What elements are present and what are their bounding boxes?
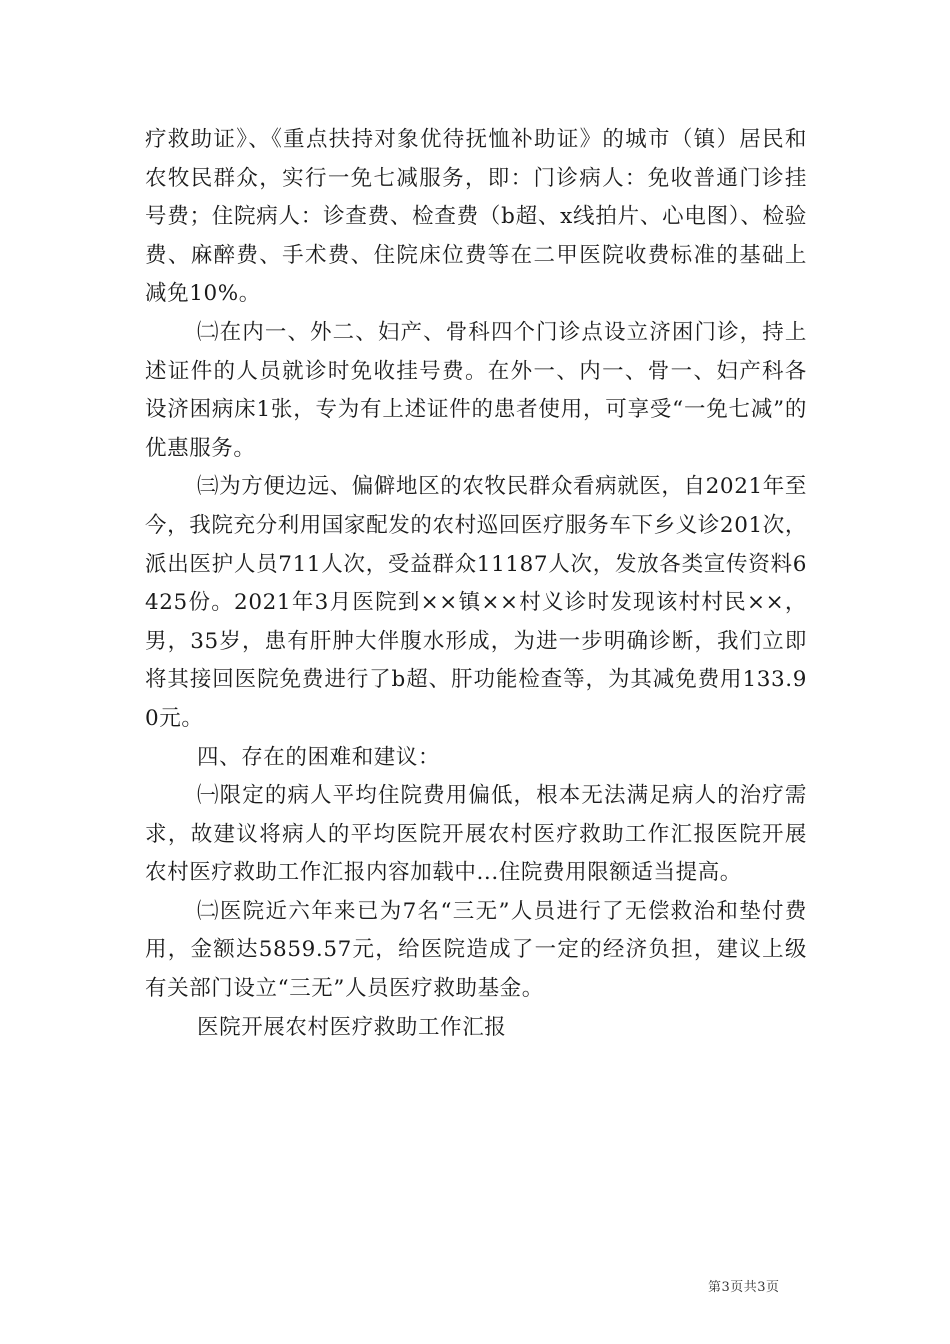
paragraph-suggestion-2: ㈡医院近六年来已为7名“三无”人员进行了无偿救治和垫付费用，金额达5859.57元，给医院造成了一定的经济负担，建议上级有关部门设立“三无”人员医疗救助基金。 <box>145 898 807 1002</box>
paragraph-item-3-rural-clinics: ㈢为方便边远、偏僻地区的农牧民群众看病就医，自2021年至今，我院充分利用国家配发的农村巡回医疗服务车下乡义诊201次，派出医护人员711人次，受益群众11187人次，发放各类宣传资料6425份。2021年3月医院到××镇××村义诊时发现该村村民××，男，35岁，患有肝肿大伴腹水形成，为进一步明确诊断，我们立即将其接回医院免费进行了b超、肝功能检查等，为其减免费用133.90元。 <box>145 474 807 731</box>
page-number-footer: 第3页共3页 <box>708 1280 780 1295</box>
paragraph-services-continued: 疗救助证》、《重点扶持对象优待抚恤补助证》的城市（镇）居民和农牧民群众，实行一免七减服务，即：门诊病人：免收普通门诊挂号费；住院病人：诊查费、检查费（b超、x线拍片、心电图）、检验费、麻醉费、手术费、住院床位费等在二甲医院收费标准的基础上减免10%。 <box>145 127 807 307</box>
document-closing-title: 医院开展农村医疗救助工作汇报 <box>197 1014 507 1040</box>
paragraph-item-2-clinics: ㈡在内一、外二、妇产、骨科四个门诊点设立济困门诊，持上述证件的人员就诊时免收挂号费。在外一、内一、骨一、妇产科各设济困病床1张，专为有上述证件的患者使用，可享受“一免七减”的优惠服务。 <box>145 319 807 461</box>
section-heading-difficulties: 四、存在的困难和建议： <box>197 744 441 770</box>
paragraph-suggestion-1: ㈠限定的病人平均住院费用偏低，根本无法满足病人的治疗需求，故建议将病人的平均医院开展农村医疗救助工作汇报医院开展农村医疗救助工作汇报内容加载中...住院费用限额适当提高。 <box>145 783 807 886</box>
document-body <box>145 121 807 1047</box>
